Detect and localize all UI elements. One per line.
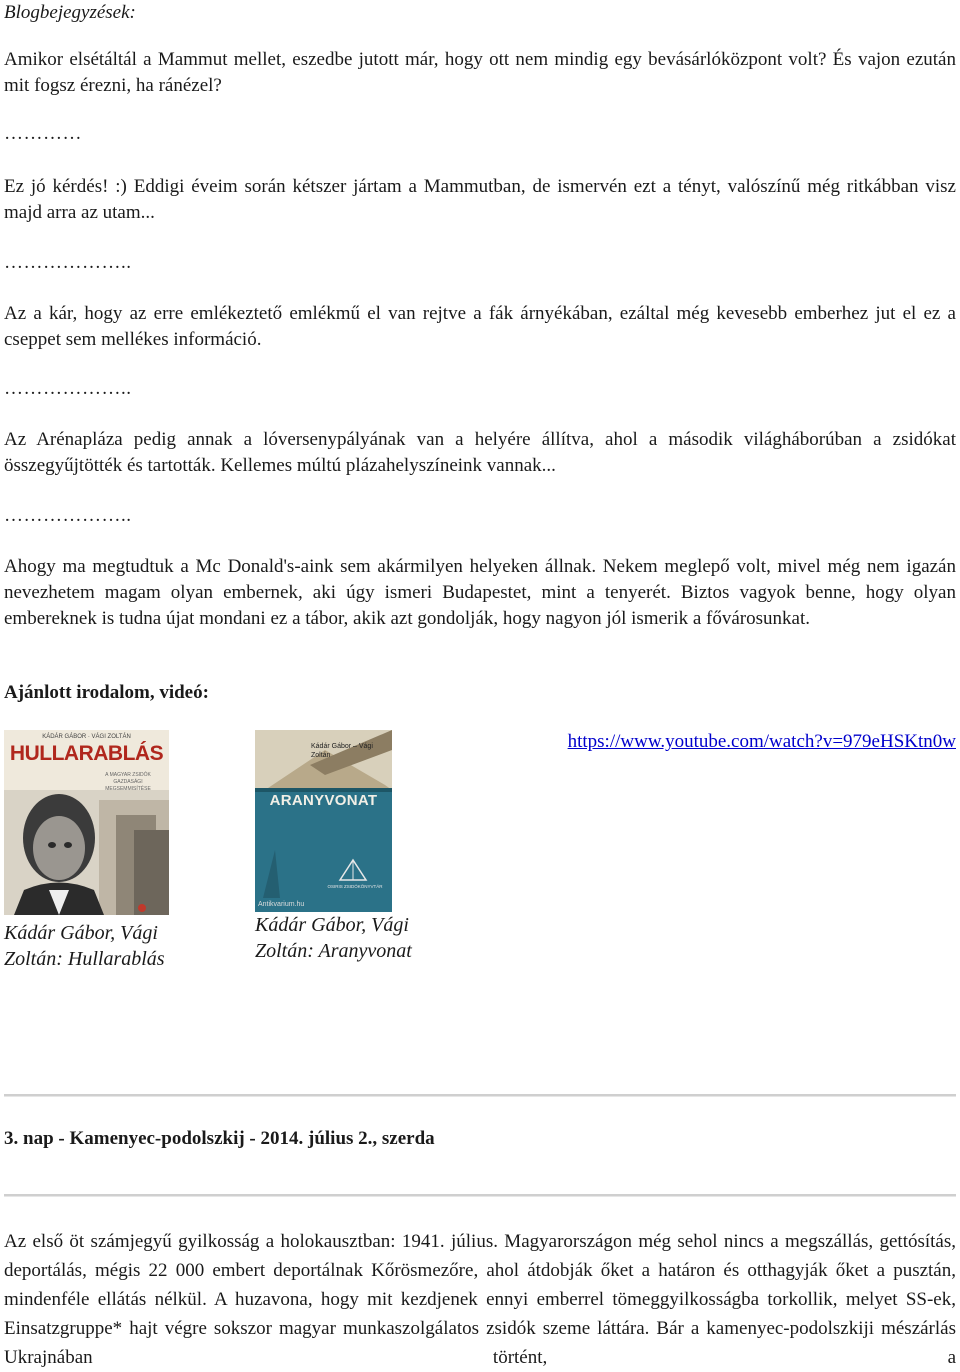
recommended-heading: Ajánlott irodalom, videó: <box>4 682 209 703</box>
answer-paragraph: Az a kár, hogy az erre emlékeztető emlékmű el van rejtve a fák árnyékában, ezáltal még kevesebb emberhez jut el ez a cseppet sem mellékes információ. <box>4 303 956 350</box>
cover-title: HULLARABLÁS <box>9 742 164 765</box>
day-paragraph: Az első öt számjegyű gyilkosság a holokausztban: 1941. július. Magyarországon még sehol nincs a megszállás, gettósítás, deportálás, mégis 22 000 embert deportálnak Kőrösmezőre, ahol átdobják őket a határon és otthagyják őket a pusztán, mindenféle ellátás nélkül. A huzavona, hogy mit kezdjenek ennyi emberrel tömeggyilkosságba torkollik, melyet SS-ek, Einsatzgruppe* hajt végre sokszor magyar munkaszolgálatos zsidók szeme láttára. Bár a kamenyec-podolszkiji mészárlás Ukrajnában történt, a <box>4 1231 956 1368</box>
separator-dots: ……………….. <box>4 505 132 526</box>
cover-author: KÁDÁR GÁBOR · VÁGI ZOLTÁN <box>42 734 131 740</box>
day-title: 3. nap - Kamenyec-podolszkij - 2014. július 2., szerda <box>4 1128 435 1149</box>
separator-dots: ………… <box>4 123 82 144</box>
divider <box>4 1094 956 1097</box>
divider <box>4 1194 956 1197</box>
answer-paragraph: Ez jó kérdés! :) Eddigi éveim során kétszer jártam a Mammutban, de ismervén ezt a tényt, valószínű még ritkábban visz majd arra az utam... <box>4 176 956 223</box>
book-cover-aranyvonat <box>255 730 392 912</box>
cover-publisher: OSIRIS ZSIDÓKÖNYVTÁR <box>327 884 383 889</box>
separator-dots: ……………….. <box>4 252 132 273</box>
answer-paragraph: Ahogy ma megtudtuk a Mc Donald's-aink sem akármilyen helyeken állnak. Nekem meglepő volt, mivel még nem igazán nevezhetem magam olyan embernek, aki úgy ismeri Budapestet, mint a tenyerét. Biztos vagyok benne, hogy olyan embereknek is tudna újat mondani ez a tábor, akik azt gondolják, hogy nagyon jól ismerik a fővárosunkat. <box>4 556 956 629</box>
cover-author: Kádár Gábor – Vági Zoltán <box>311 743 373 759</box>
separator-dots: ……………….. <box>4 378 132 399</box>
answer-paragraph: Az Arénapláza pedig annak a lóversenypályának van a helyére állítva, ahol a második világháborúban a zsidókat összegyűjtötték és tartották. Kellemes múltú plázahelyszíneink vannak... <box>4 429 956 476</box>
section-label: Blogbejegyzések: <box>4 2 136 23</box>
cover-subtitle: A MAGYAR ZSIDÓK GAZDASÁGI MEGSEMMISÍTÉSE <box>105 772 151 792</box>
book-cover-hullarablas <box>4 730 169 915</box>
question-paragraph: Amikor elsétáltál a Mammut mellet, eszedbe jutott már, hogy ott nem mindig egy bevásárlóközpont volt? És vajon ezután mit fogsz érezni, ha ránézel? <box>4 49 956 96</box>
book-caption: Kádár Gábor, Vági Zoltán: Aranyvonat <box>255 914 412 962</box>
video-link[interactable]: https://www.youtube.com/watch?v=979eHSKtn0w <box>567 731 956 752</box>
book-caption: Kádár Gábor, Vági Zoltán: Hullarablás <box>4 922 165 970</box>
cover-watermark: Antikvarium.hu <box>258 901 305 908</box>
cover-title: ARANYVONAT <box>269 792 378 809</box>
